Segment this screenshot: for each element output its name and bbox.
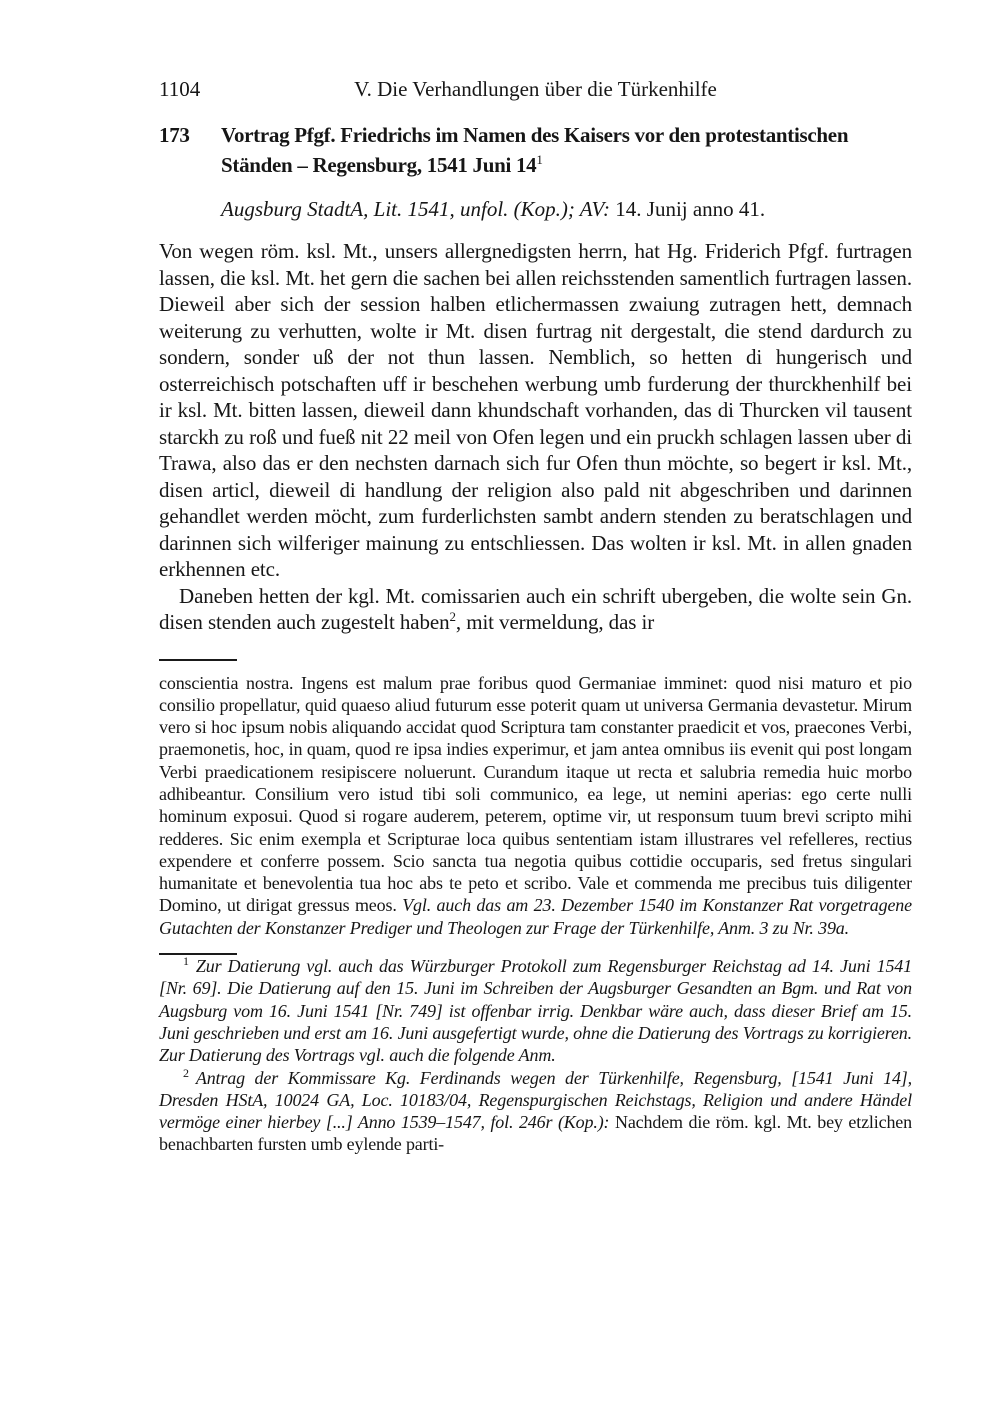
body-text <box>159 238 912 636</box>
source-line <box>221 196 912 222</box>
document-title <box>221 120 912 180</box>
body-paragraph-2: Daneben hetten der kgl. Mt. comissarien auch ein schrift ubergeben, die wolte sein Gn. disen stenden auch zugestelt haben$^2$, mit vermeldung, das ir <box>159 583 912 634</box>
page-number: 1104 <box>159 77 201 101</box>
footnote-1-text: Zur Datierung vgl. auch das Würzburger Protokoll zum Regensburger Reichstag ad 14. Juni 1541 [Nr. 69]. Die Datierung auf den 15. Juni im Schreiben der Augsburger Gesandten an Bgm. und Rat von Augsburg vom 16. Juni 1541 [Nr. 749] ist offenbar irrig. Denkbar wäre auch, dass dieser Brief am 15. Juni geschrieben und erst am 16. Juni ausgefertigt wurde, ohne die Datierung des Vortrags zu korrigieren. Zur Datierung des Vortrags vgl. auch die folgende Anm. <box>159 956 912 1066</box>
source-line-roman: 14. Junij anno 41. <box>610 197 766 221</box>
body-paragraph-1: Von wegen röm. ksl. Mt., unsers allergnedigsten herrn, hat Hg. Friderich Pfgf. furtragen lassen, die ksl. Mt. het gern die sachen bei allen reichsstenden samentlich furtragen lassen. Dieweil aber sich der session halben etlichermassen zwaiung zutragen hett, demnach weiterung zu verhutten, wolte ir Mt. disen furtrag nit dergestalt, die stend dardurch zu sondern, sonder uß der not thun lassen. Nemblich, so hetten di hungerisch und osterreichisch potschaften uff ir beschehen werbung umb furderung der thurckhenhilf bei ir ksl. Mt. bitten lassen, dieweil dann khundschaft vorhanden, das di Thurcken vil tausent starckh zu roß und fueß nit 22 meil von Ofen legen und ein pruckh schlagen lassen uber di Trawa, also das er den nechsten darnach sich fur Ofen thun möchte, so begert ir ksl. Mt., disen articl, dieweil di handlung der religion also pald nit abgeschriben und darinnen gehandlet werden möcht, zum furderlichsten sambt andern stenden zu beratschlagen und darinnen sich wilferiger mainung zu entschliessen. Das wolten ir ksl. Mt. in allen gnaden erkhennen etc. <box>159 239 912 581</box>
footnote-continuation: conscientia nostra. Ingens est malum prae foribus quod Germaniae imminet: quod nisi maturo et pio consilio propellatur, quid quaeso aliud futurum esse poterit quam ut universa Germania devastetur. Mirum vero si hoc ipsum nobis aliquando accidat quod Scriptura tam constanter praedicit et vos, praecones Verbi, praemonetis, hoc, in quam, quod re ipsa indies experimur, et jam antea omnibus iis evenit qui post longam Verbi praedicationem resipiscere noluerunt. Curandum itaque ut recta et salubria remedia huic morbo adhibeantur. Consilium vero istud tibi soli communico, ea lege, ut nemini aperias: ego certe nulli hominum exposui. Quod si rogare auderem, peterem, optime vir, ut responsum tuum brevi scripto mihi redderes. Sic enim exempla et Scripturae loca quibus sententiam istam illustrares vel refelleres, rectius expendere et conferre possem. Scio sancta tua negotia quibus cottidie occuparis, sed fretus singulari humanitate et benevolentia tua hoc abs te peto et scribo. Vale et commenda me precibus tuis diligenter Domino, ut dirigat gressus meos. Vgl. auch das am 23. Dezember 1540 im Konstanzer Rat vorgetragene Gutachten der Konstanzer Prediger und Theologen zur Frage der Türkenhilfe, Anm. 3 zu Nr. 39a. <box>159 672 912 938</box>
footnote-2-text: Antrag der Kommissare Kg. Ferdinands wegen der Türkenhilfe, Regensburg, [1541 Juni 14], Dresden HStA, 10024 GA, Loc. 10183/04, Regenspurgischen Reichstags, Religion und andere Händel vermöge einer hierbey [...] Anno 1539–1547, fol. 246r (Kop.): Nachdem die röm. kgl. Mt. bey etzlichen benachbarten fursten umb eylende parti- <box>159 1067 912 1155</box>
footnote-2 <box>159 1067 912 1156</box>
document-number: 173 <box>159 123 190 147</box>
title-footnote-ref: 1 <box>536 152 543 167</box>
document-heading <box>159 120 912 180</box>
footnote-2-marker: 2 <box>183 1065 189 1080</box>
text-block <box>159 76 912 1156</box>
footnote-separator-1 <box>159 659 237 661</box>
running-head <box>159 76 912 102</box>
document-title-text: Vortrag Pfgf. Friedrichs im Namen des Kaisers vor den protestantischen Ständen – Regensburg, 1541 Juni 14 <box>221 123 849 177</box>
footnote-1-marker: 1 <box>183 954 189 969</box>
footnote-1 <box>159 955 912 1066</box>
source-line-italic: Augsburg StadtA, Lit. 1541, unfol. (Kop.); AV: <box>221 197 611 221</box>
running-title: V. Die Verhandlungen über die Türkenhilfe <box>354 77 717 101</box>
